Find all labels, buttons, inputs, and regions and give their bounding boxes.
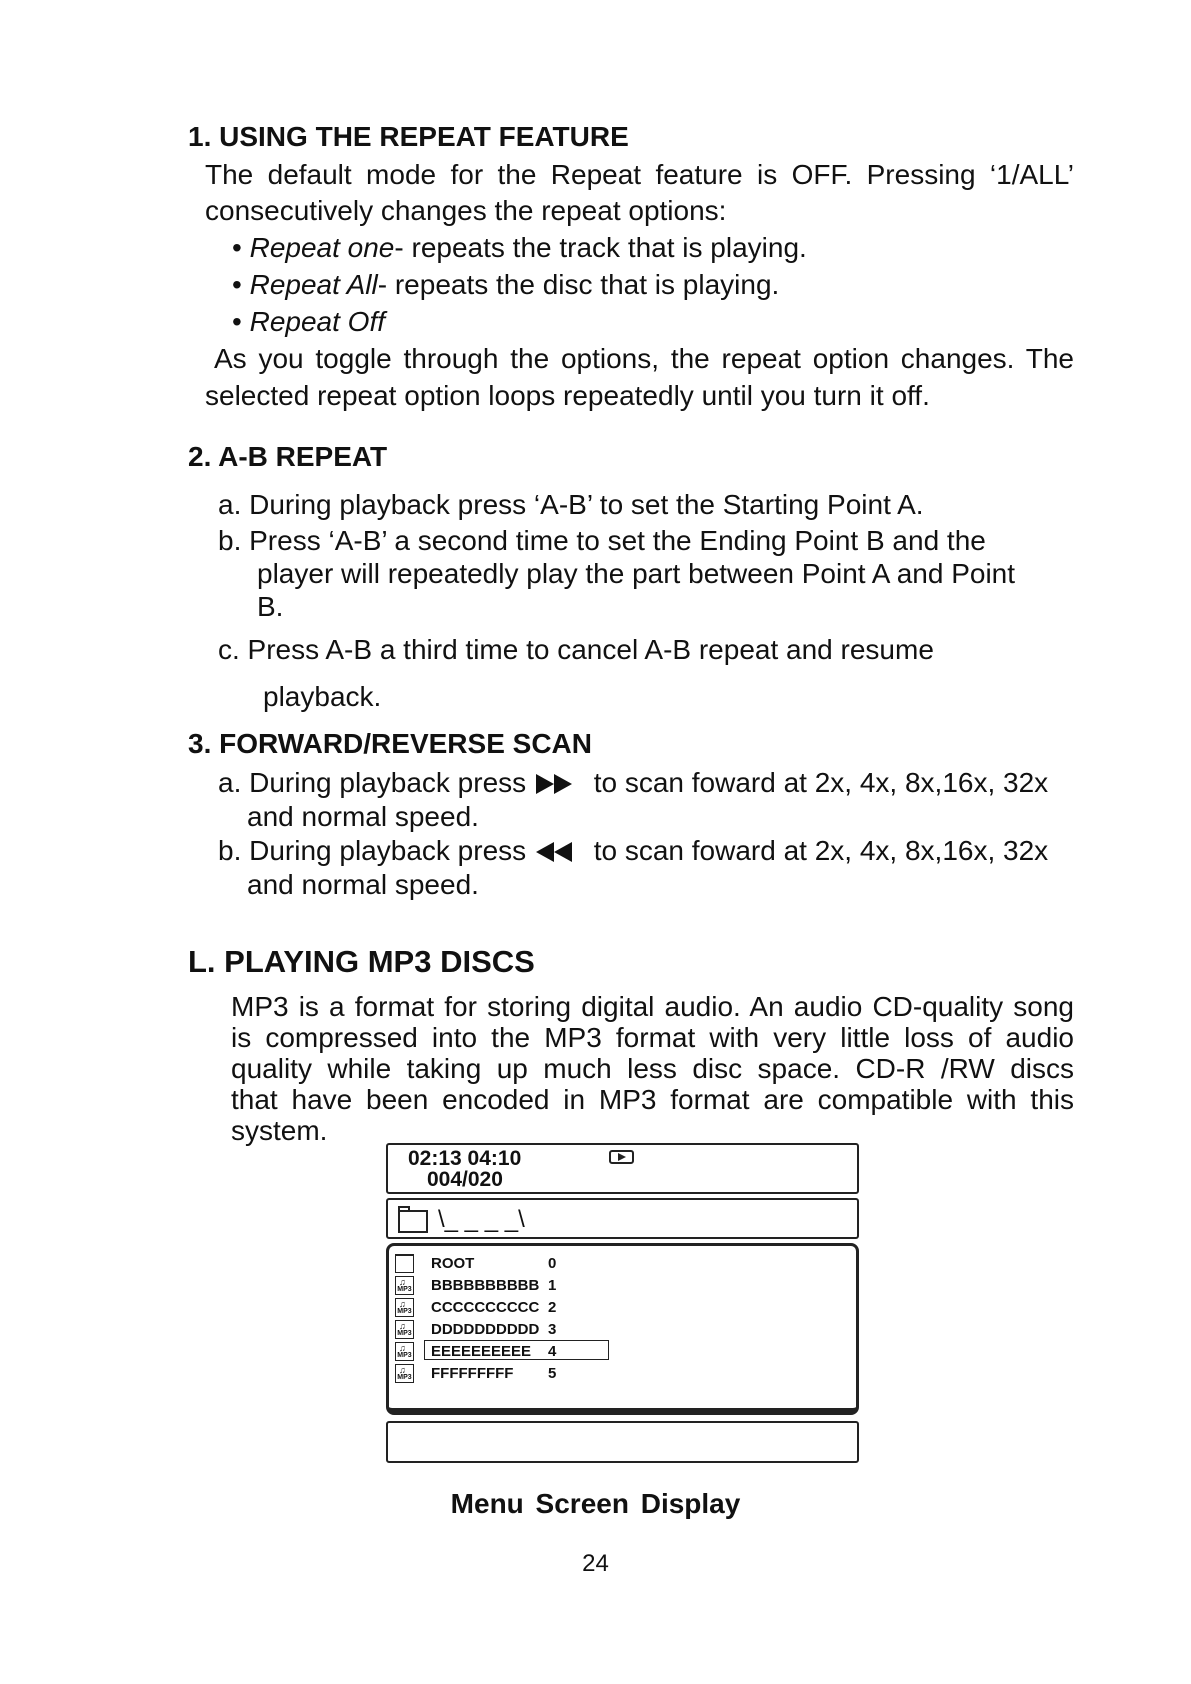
- file-number: 3: [548, 1321, 557, 1338]
- section-2-step-b-line3: B.: [257, 591, 284, 622]
- section-1-heading: 1. USING THE REPEAT FEATURE: [188, 121, 629, 152]
- bullet-label: Repeat Off: [249, 306, 385, 337]
- bullet-label: Repeat All: [249, 269, 378, 300]
- section-l-heading: L. PLAYING MP3 DISCS: [188, 944, 535, 979]
- play-icon: [609, 1150, 634, 1164]
- bullet-dot: •: [232, 232, 242, 263]
- mp3-file-icon: ♫ MP3: [395, 1320, 414, 1339]
- section-3-heading: 3. FORWARD/REVERSE SCAN: [188, 728, 592, 759]
- section-3-step-b: [218, 834, 1048, 868]
- section-l-para-line5: system.: [231, 1115, 328, 1146]
- file-number: 5: [548, 1365, 557, 1382]
- section-2-step-c-line2: playback.: [263, 681, 382, 712]
- file-number: 0: [548, 1255, 557, 1272]
- bullet-repeat-one: [232, 231, 807, 265]
- path-panel: [386, 1198, 859, 1239]
- page-number: 24: [582, 1550, 609, 1577]
- status-panel: [386, 1143, 859, 1194]
- file-name: DDDDDDDDDD: [431, 1321, 540, 1338]
- file-number: 4: [548, 1343, 557, 1360]
- file-name: EEEEEEEEEE: [431, 1343, 532, 1360]
- file-name: BBBBBBBBBB: [431, 1277, 540, 1294]
- section-1-intro-line2: consecutively changes the repeat options:: [205, 195, 727, 226]
- file-name: ROOT: [431, 1255, 475, 1272]
- step-b-prefix: b. During playback press: [218, 835, 527, 866]
- section-1-intro-line1: The default mode for the Repeat feature is OFF. Pressing ‘1/ALL’: [205, 159, 1074, 190]
- info-panel: [386, 1421, 859, 1463]
- bullet-desc: - repeats the disc that is playing.: [377, 269, 780, 300]
- mp3-file-icon: ♫ MP3: [395, 1342, 414, 1361]
- figure-caption: Menu Screen Display: [450, 1488, 741, 1519]
- step-a-prefix: a. During playback press: [218, 767, 527, 798]
- rewind-icon: [536, 834, 572, 868]
- file-number: 2: [548, 1299, 557, 1316]
- section-l-para-line1: MP3 is a format for storing digital audio. An audio CD-quality song: [231, 991, 1074, 1022]
- section-2-step-b-line2: player will repeatedly play the part between Point A and Point: [257, 558, 1016, 589]
- track-counter: 004/020: [427, 1168, 503, 1191]
- section-2-step-b-line1: b. Press ‘A-B’ a second time to set the Ending Point B and the: [218, 525, 986, 556]
- mp3-file-icon: ♫ MP3: [395, 1298, 414, 1317]
- bullet-desc: - repeats the track that is playing.: [394, 232, 807, 263]
- bullet-repeat-all: [232, 268, 779, 302]
- step-a-suffix: to scan foward at 2x, 4x, 8x,16x, 32x: [593, 767, 1049, 798]
- section-2-step-c-line1: c. Press A-B a third time to cancel A-B repeat and resume: [218, 634, 934, 665]
- section-2-heading: 2. A-B REPEAT: [188, 441, 388, 472]
- current-path: \_ _ _ _\: [438, 1206, 525, 1233]
- section-l-para-line3: quality while taking up much less disc space. CD-R /RW discs: [231, 1053, 1074, 1084]
- section-1-outro-line2: selected repeat option loops repeatedly until you turn it off.: [205, 380, 930, 411]
- file-number: 1: [548, 1277, 557, 1294]
- section-l-para-line4: that have been encoded in MP3 format are compatible with this: [231, 1084, 1074, 1115]
- mp3-file-icon: ♫ MP3: [395, 1276, 414, 1295]
- section-3-step-b-line2: and normal speed.: [247, 869, 479, 900]
- folder-icon: [398, 1210, 428, 1233]
- section-l-para-line2: is compressed into the MP3 format with very little loss of audio: [231, 1022, 1074, 1053]
- file-name: FFFFFFFFF: [431, 1365, 514, 1382]
- section-2-step-a: a. During playback press ‘A-B’ to set the Starting Point A.: [218, 489, 924, 520]
- section-3-step-a-line2: and normal speed.: [247, 801, 479, 832]
- step-b-suffix: to scan foward at 2x, 4x, 8x,16x, 32x: [593, 835, 1049, 866]
- fast-forward-icon: [536, 766, 572, 800]
- section-3-step-a: [218, 766, 1048, 800]
- bullet-dot: •: [232, 269, 242, 300]
- elapsed-total-time: 02:13 04:10: [408, 1147, 522, 1170]
- folder-icon: [395, 1254, 414, 1273]
- bullet-repeat-off: [232, 305, 385, 339]
- mp3-file-icon: ♫ MP3: [395, 1364, 414, 1383]
- section-1-outro-line1: As you toggle through the options, the repeat option changes. The: [214, 343, 1074, 374]
- bullet-label: Repeat one: [249, 232, 395, 263]
- bullet-dot: •: [232, 306, 242, 337]
- file-name: CCCCCCCCCC: [431, 1299, 540, 1316]
